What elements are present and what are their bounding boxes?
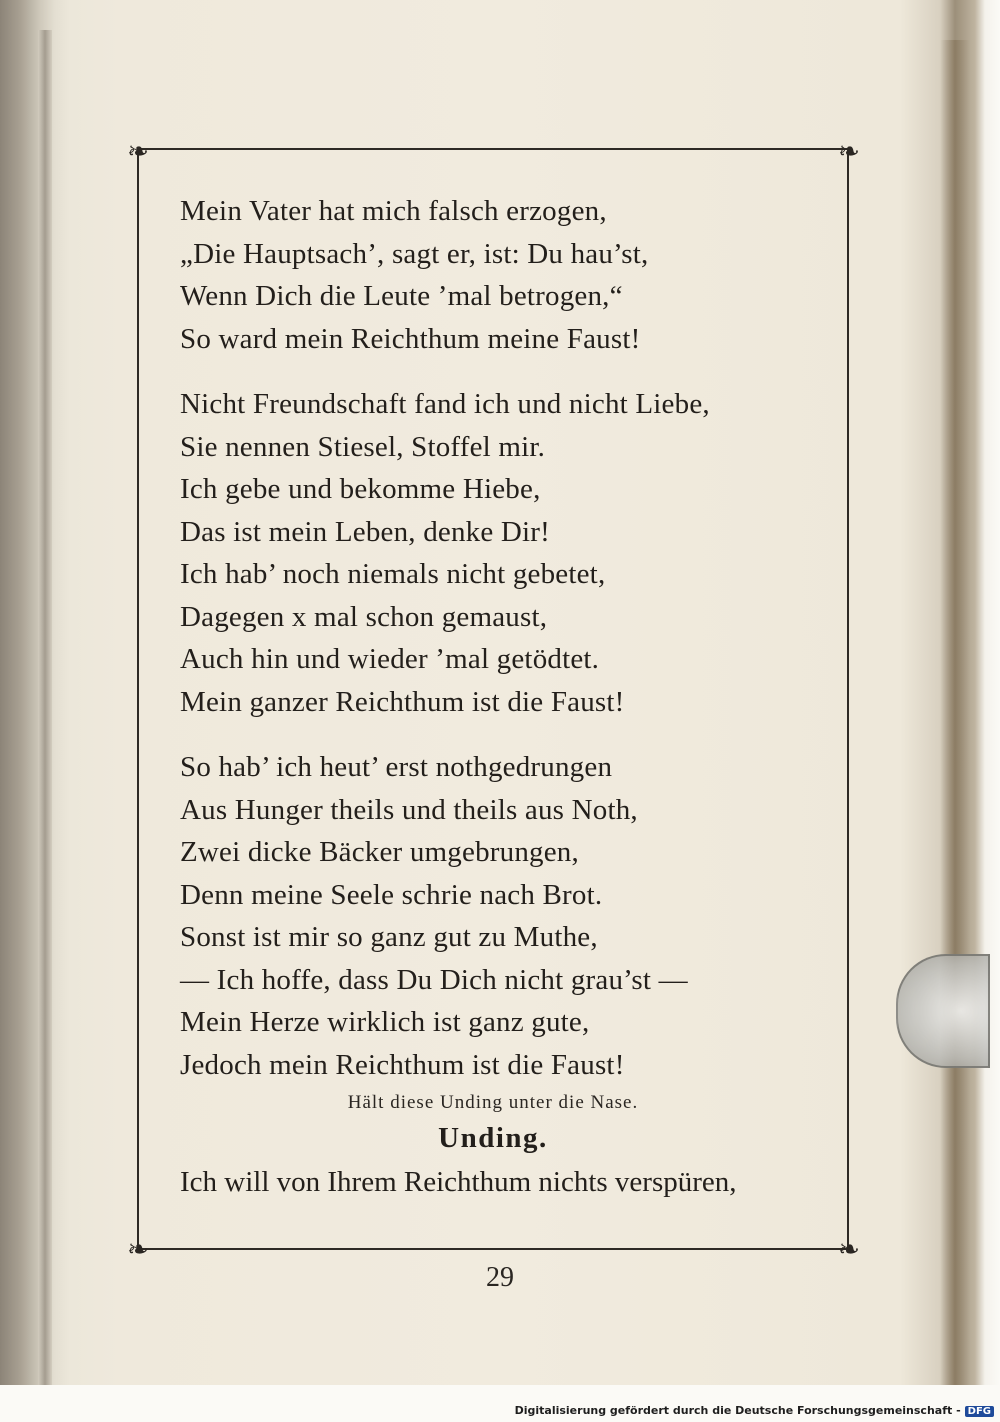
dfg-logo-icon: DFG [965, 1406, 994, 1417]
verse-line: Zwei dicke Bäcker umgebrungen, [180, 836, 579, 868]
verse-line: Nicht Freundschaft fand ich und nicht Liebe, [180, 388, 710, 420]
speaker-name: Unding. [438, 1122, 548, 1154]
verse-line: Das ist mein Leben, denke Dir! [180, 515, 551, 548]
verse-line: Ich hab’ noch niemals nicht gebetet, [180, 558, 606, 590]
verse-line: Wenn Dich die Leute ’mal betrogen,“ [180, 280, 623, 312]
verse-line: — Ich hoffe, dass Du Dich nicht grau’st — [180, 963, 688, 996]
verse-line: Sie nennen Stiesel, Stoffel mir. [180, 430, 546, 463]
verse-line: Auch hin und wieder ’mal getödtet. [180, 643, 600, 675]
verse-line: Sonst ist mir so ganz gut zu Muthe, [180, 921, 598, 953]
fleuron-corner-top-left-icon: ❧ [127, 137, 149, 167]
verse-line: Dagegen x mal schon gemaust, [180, 600, 548, 633]
stanza-2 [180, 383, 840, 723]
fleuron-corner-bottom-left-icon: ❧ [127, 1235, 149, 1265]
stanza-3 [180, 746, 840, 1086]
footer-text: Digitalisierung gefördert durch die Deutsche Forschungsgemeinschaft - [514, 1404, 961, 1417]
verse-line: Jedoch mein Reichthum ist die Faust! [180, 1048, 625, 1081]
fleuron-corner-top-right-icon: ❧ [838, 137, 860, 167]
verse-line: Aus Hunger theils und theils aus Noth, [180, 793, 638, 826]
verse-line: So ward mein Reichthum meine Faust! [180, 322, 641, 355]
verse-line: Mein Vater hat mich falsch erzogen, [180, 195, 607, 227]
verse-line: Mein Herze wirklich ist ganz gute, [180, 1006, 590, 1038]
verse-line: Ich will von Ihrem Reichthum nichts verspüren, [180, 1166, 737, 1198]
verse-line: „Die Hauptsach’, sagt er, ist: Du hau’st, [180, 237, 649, 270]
digitization-footer [515, 1404, 994, 1417]
poem-text [180, 190, 840, 1086]
page-clip-icon [896, 954, 990, 1068]
verse-line: Ich gebe und bekomme Hiebe, [180, 473, 541, 505]
page-number: 29 [486, 1262, 514, 1293]
book-gutter [38, 30, 52, 1390]
verse-line: So hab’ ich heut’ erst nothgedrungen [180, 751, 613, 783]
page-edge [940, 40, 970, 1385]
stanza-1 [180, 190, 840, 360]
fleuron-corner-bottom-right-icon: ❧ [838, 1235, 860, 1265]
stage-direction: Hält diese Unding unter die Nase. [347, 1092, 639, 1113]
verse-line: Mein ganzer Reichthum ist die Faust! [180, 685, 625, 718]
verse-line: Denn meine Seele schrie nach Brot. [180, 878, 603, 911]
